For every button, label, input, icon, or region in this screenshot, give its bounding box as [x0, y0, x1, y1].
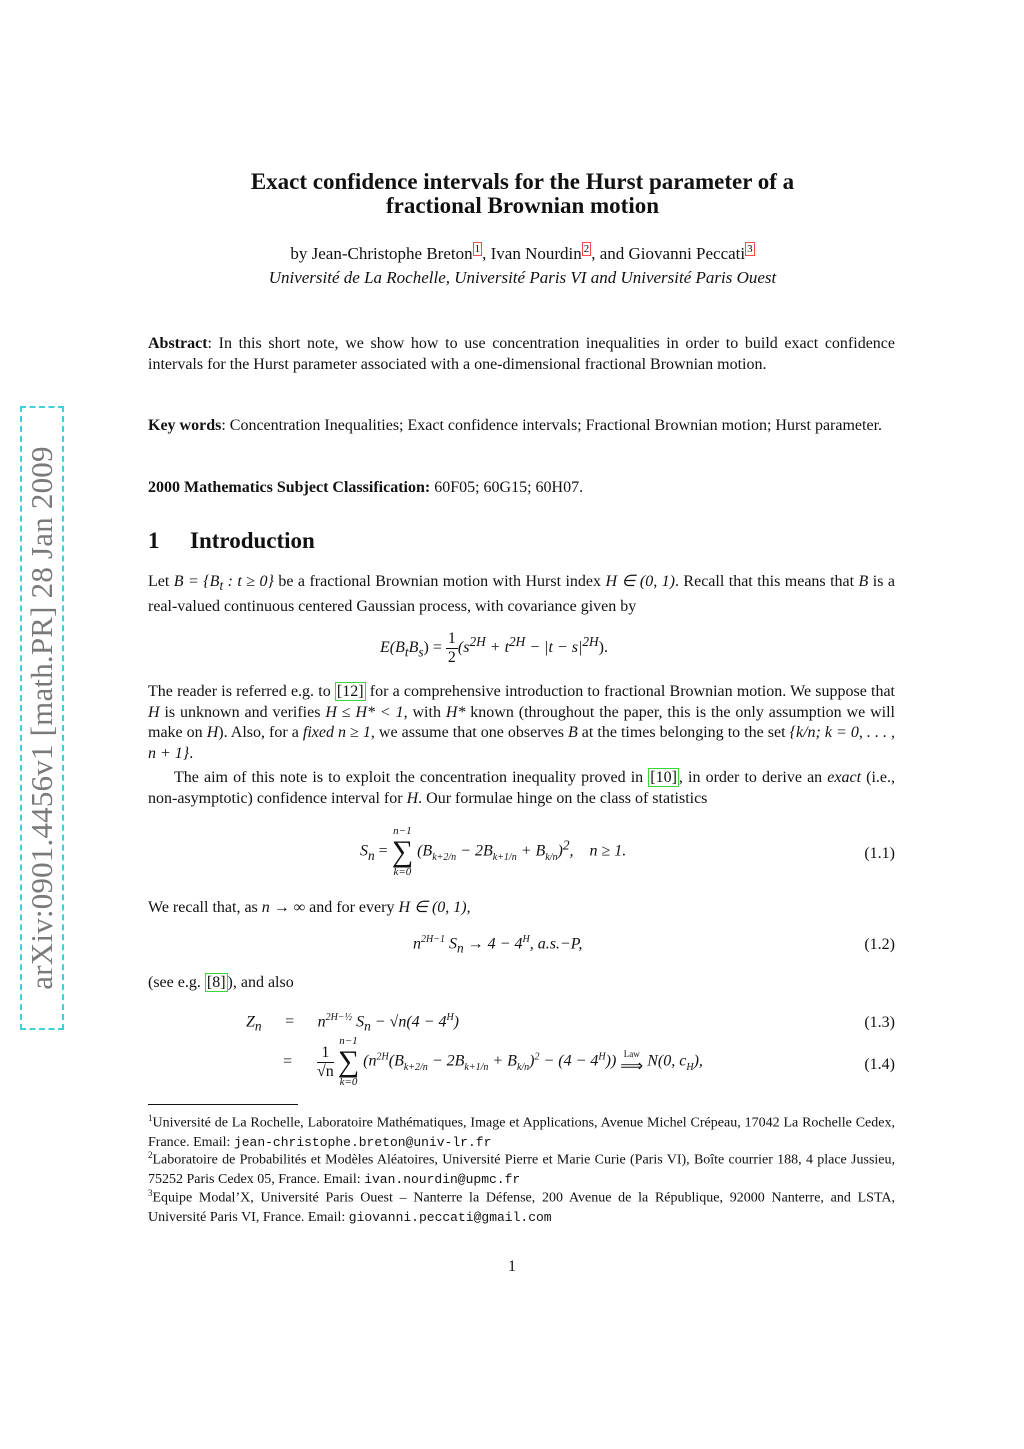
text: The reader is referred e.g. to [148, 683, 335, 700]
math: : t ≥ 0} [223, 573, 274, 590]
math: ) = [423, 639, 442, 657]
math: S [444, 935, 457, 953]
abstract-label: Abstract [148, 335, 208, 352]
math: n [368, 847, 375, 863]
math: t [219, 578, 224, 594]
email-link[interactable]: ivan.nourdin@upmc.fr [364, 1171, 521, 1187]
math: s [418, 644, 424, 660]
sum-lower: k=0 [339, 1076, 358, 1088]
math: (s [457, 639, 470, 657]
math: k+1/n [492, 851, 517, 863]
math: + t [485, 639, 510, 657]
section-heading [148, 528, 315, 554]
math: − √n(4 − 4 [370, 1013, 447, 1031]
author-prefix: by Jean-Christophe Breton [290, 244, 473, 263]
footnote-link-1[interactable]: 1 [474, 243, 481, 256]
footnote-mark: 2 [148, 1150, 153, 1160]
text: We recall that, as [148, 899, 262, 916]
math: H ∈ (0, 1) [398, 899, 467, 916]
math: 2H [376, 1051, 389, 1063]
math: 2H [469, 633, 486, 649]
math: n [456, 940, 464, 956]
math: n [364, 1018, 371, 1034]
paper-title [150, 170, 895, 218]
text: and for every [305, 899, 399, 916]
email-link[interactable]: jean-christophe.breton@univ-lr.fr [233, 1134, 492, 1150]
math: (B [417, 842, 433, 860]
text: . Recall that this means that [674, 573, 859, 590]
math: H [206, 724, 219, 741]
math: B [567, 724, 578, 741]
text: . Our formulae hinge on the class of statistics [418, 789, 708, 807]
abstract [148, 334, 895, 375]
sum-upper: n−1 [339, 1035, 358, 1047]
math: k/n [545, 851, 558, 863]
math: − (4 − 4 [539, 1052, 599, 1070]
text: be a fractional Brownian motion with Hurst index [273, 573, 606, 590]
arxiv-id: arXiv:0901.4456v1 [math.PR] 28 Jan 2009 [24, 446, 59, 990]
footnote-3 [148, 1184, 895, 1227]
text: , we assume that one observes [370, 724, 568, 741]
citation-8[interactable]: [8] [206, 974, 226, 991]
fraction [317, 1044, 334, 1081]
text: Let [148, 573, 174, 590]
math: n [413, 935, 421, 953]
math: k/n [516, 1061, 530, 1073]
math: (n [363, 1052, 377, 1070]
math: k+2/n [403, 1061, 428, 1073]
title-line-2: fractional Brownian motion [385, 193, 660, 218]
abstract-text: : In this short note, we show how to use concentration inequalities in order to build exact confidence intervals for the Hurst parameter associated with a one-dimensional fractional Brownian motion. [148, 335, 895, 373]
text: , in order to derive an [678, 769, 828, 786]
text: (see e.g. [148, 974, 205, 991]
text: , [466, 899, 471, 916]
footnote-rule [148, 1104, 298, 1105]
math: , n ≥ 1. [569, 842, 627, 860]
keywords-text: : Concentration Inequalities; Exact confidence intervals; Fractional Brownian motion; Hurst parameter. [221, 417, 883, 434]
keywords-label: Key words [148, 417, 222, 434]
math: + B [488, 1052, 517, 1070]
sigma-symbol: ∑ [337, 1045, 360, 1078]
footnote-2 [148, 1146, 895, 1189]
math: B [858, 573, 869, 590]
equation-number-1-3: (1.3) [864, 1014, 895, 1031]
text: The aim of this note is to exploit the concentration inequality proved in [174, 769, 649, 786]
text: (i.e., non-asymptotic) confidence interval for [148, 769, 896, 807]
implies-arrow: ⟹ [620, 1057, 644, 1075]
text: is a real-valued continuous centered Gaussian process, with covariance given by [148, 573, 896, 615]
math: ) [557, 842, 563, 860]
text: ). Also, for a [218, 724, 303, 741]
math: B [408, 639, 419, 657]
text: . [189, 744, 194, 762]
citation-12[interactable]: [12] [336, 683, 364, 700]
math: H [148, 703, 160, 721]
msc-label: 2000 Mathematics Subject Classification: [148, 479, 431, 496]
intro-paragraph-1 [148, 572, 895, 617]
author-mid-1: , Ivan Nourdin [482, 244, 582, 263]
text: known (throughout the paper, this is the only assumption we will make on [148, 703, 895, 741]
math: H ∈ (0, 1) [605, 573, 675, 590]
equation-covariance [380, 630, 608, 667]
equation-1-2 [413, 934, 582, 957]
arxiv-stamp[interactable] [20, 406, 64, 1030]
math: E(B [380, 639, 405, 657]
summation [338, 1036, 359, 1088]
msc [148, 478, 895, 499]
math: H ≤ H* < 1 [325, 703, 404, 721]
math: 2H [582, 633, 599, 649]
numerator: 1 [447, 630, 456, 647]
keywords [148, 416, 895, 437]
math: = [374, 842, 388, 860]
math: H [598, 1051, 606, 1063]
math: N(0, c [643, 1052, 687, 1070]
math: k+1/n [464, 1061, 489, 1073]
math: − 2B [427, 1052, 465, 1070]
math: ), [693, 1052, 703, 1070]
text: ), and also [227, 974, 294, 991]
math: 2H [509, 633, 526, 649]
math: − 2B [456, 842, 493, 860]
footnote-link-3[interactable]: 3 [747, 243, 753, 256]
equation-1-3 [246, 1012, 459, 1035]
math: = [285, 1013, 295, 1031]
math: t [404, 644, 409, 660]
math: + B [516, 842, 546, 860]
law-label: Law [623, 1048, 640, 1059]
footnote-text: Université de La Rochelle, Laboratoire Mathématiques, Image et Applications, Avenue Michel Crépeau, 17042 La Rochelle Cedex, France. Email: [148, 1115, 895, 1150]
denominator: 2 [447, 649, 456, 666]
equation-number-1-2: (1.2) [864, 936, 895, 953]
math: n [317, 1013, 326, 1031]
summation [392, 826, 413, 878]
footnote-mark: 3 [148, 1188, 153, 1198]
math: ). [598, 639, 608, 657]
math: 2H−1 [421, 934, 445, 945]
math: H [522, 934, 530, 945]
math: )) [605, 1052, 617, 1070]
equation-number-1-4: (1.4) [864, 1056, 895, 1073]
affiliations: Université de La Rochelle, Université Paris VI and Université Paris Ouest [268, 268, 777, 287]
math: 2H−½ [325, 1012, 353, 1023]
emphasis: fixed [302, 724, 334, 741]
math: 2 [534, 1051, 540, 1063]
law-arrow [620, 1050, 643, 1075]
page-number: 1 [508, 1258, 516, 1275]
author-line [150, 244, 895, 264]
intro-paragraph-2 [148, 682, 895, 764]
denominator: √n [317, 1062, 334, 1080]
email-link[interactable]: giovanni.peccati@gmail.com [348, 1209, 552, 1225]
text: is unknown and verifies [159, 703, 326, 721]
footnote-text: Equipe Modal’X, Université Paris Ouest – Nanterre la Défense, 200 Avenue de la République, 92000 Nanterre, and LSTA, Université Paris VI, France. Email: [148, 1190, 895, 1225]
math: n [254, 1018, 262, 1034]
math: , a.s.−P, [529, 935, 583, 953]
sum-lower: k=0 [393, 866, 412, 878]
math: H [406, 789, 419, 807]
math: Z [246, 1013, 255, 1031]
sum-upper: n−1 [393, 825, 412, 837]
math: → 4 − 4 [463, 935, 523, 953]
equation-number-1-1: (1.1) [864, 845, 895, 862]
math: n ≥ 1 [333, 724, 371, 741]
math: H* [445, 703, 466, 721]
intro-paragraph-4 [148, 898, 895, 919]
math: S [352, 1013, 365, 1031]
section-number: 1 [148, 528, 160, 553]
author-mid-2: , and Giovanni Peccati [591, 244, 746, 263]
numerator: 1 [317, 1044, 334, 1063]
math: ) [453, 1013, 459, 1031]
math: n → ∞ [261, 899, 306, 916]
math: {k/n; k = 0, . . . , n + 1} [148, 724, 896, 762]
equation-1-1 [360, 826, 626, 878]
citation-10[interactable]: [10] [650, 769, 677, 786]
math: B = {B [173, 573, 220, 590]
math: = [283, 1052, 293, 1070]
msc-text: 60F05; 60G15; 60H07. [430, 479, 584, 496]
math: ) [529, 1052, 535, 1070]
text: at the times belonging to the set [577, 724, 790, 741]
math: S [360, 842, 368, 860]
section-title: Introduction [190, 528, 315, 553]
footnote-text: Laboratoire de Probabilités et Modèles Aléatoires, Université Pierre et Marie Curie (Paris VI), Boîte courrier 188, 4 place Jussieu, 75252 Paris Cedex 05, France. Email: [148, 1152, 895, 1187]
intro-paragraph-5 [148, 973, 895, 994]
math: (B [388, 1052, 404, 1070]
footnote-mark: 1 [148, 1113, 153, 1123]
intro-paragraph-3 [148, 768, 895, 809]
equation-1-4 [283, 1036, 703, 1088]
math: − |t − s| [525, 639, 583, 657]
text: , with [403, 703, 446, 721]
fraction [446, 630, 458, 667]
text: for a comprehensive introduction to fractional Brownian motion. We suppose that [365, 683, 895, 700]
sigma-symbol: ∑ [391, 835, 414, 868]
footnote-link-2[interactable]: 2 [583, 243, 590, 256]
emphasis: exact [827, 769, 862, 786]
math: H [446, 1012, 454, 1023]
math: H [686, 1061, 694, 1073]
title-line-1: Exact confidence intervals for the Hurst parameter of a [250, 169, 795, 194]
math: 2 [562, 837, 570, 853]
math: k+2/n [432, 851, 457, 863]
